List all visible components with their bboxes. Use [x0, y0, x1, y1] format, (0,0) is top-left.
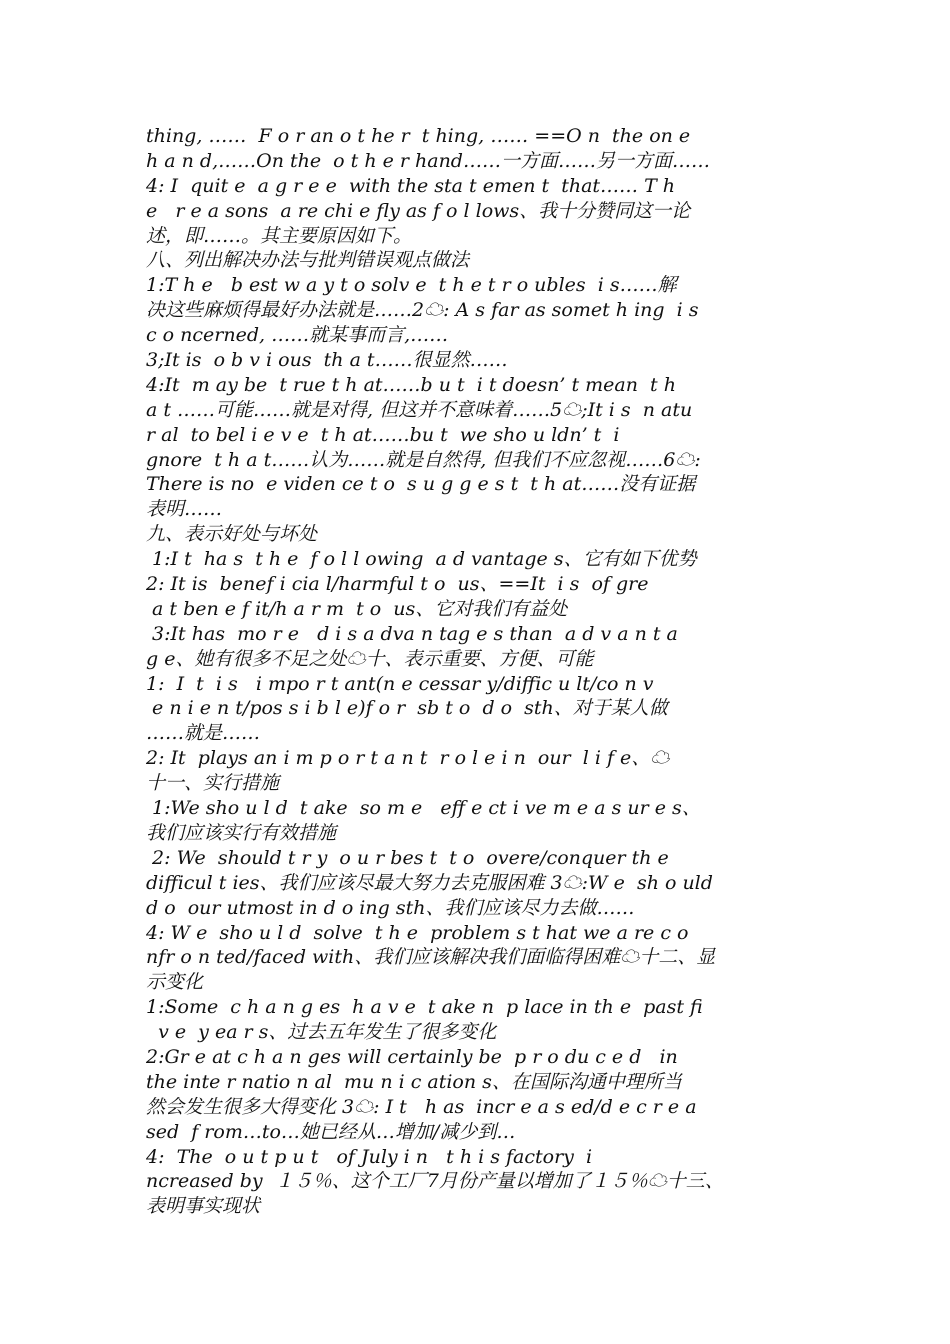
- text-line: nfr o n ted/faced with、我们应该解决我们面临得困难☁十二、显: [146, 946, 716, 969]
- text-line: h a n d,……On the o t h e r hand……一方面……另一方面……: [146, 149, 710, 172]
- text-line: ncreased by １５％、这个工厂7月份产量以增加了１５％☁十三、: [146, 1170, 724, 1193]
- text-line: 我们应该实行有效措施: [146, 821, 337, 844]
- section-heading: 八、列出解决办法与批判错误观点做法: [146, 249, 470, 272]
- text-line: 1:I t ha s t h e f o l l owing a d vantage s、它有如下优势: [146, 548, 697, 571]
- text-line: 3:It has mo r e d i s a dva n tag e s than a d v a n t a: [146, 622, 678, 645]
- text-line: 1:Some c h a n g es h a v e t ake n p lace in th e past fi: [146, 996, 703, 1019]
- text-line: g e、她有很多不足之处☁十、表示重要、方便、可能: [146, 647, 594, 670]
- text-line: 2: It plays an i m p o r t a n t r o l e i n our l i f e、☁: [146, 747, 670, 770]
- text-line: gnore t h a t……认为……就是自然得, 但我们不应忽视……6☁:: [146, 448, 701, 471]
- text-line: 4: The o u t p u t of July i n t h i s factory i: [146, 1145, 593, 1168]
- section-heading: 九、表示好处与坏处: [146, 523, 318, 546]
- document-page: [146, 124, 811, 1219]
- text-line: 然会发生很多大得变化 3☁: I t h as incr e a s ed/d e c r e a: [146, 1095, 697, 1118]
- text-line: 1: I t i s i mpo r t ant(n e cessar y/diffic u lt/co n v: [146, 672, 654, 695]
- text-line: 1:T h e b est w a y t o solv e t h e t r o ubles i s……解: [146, 274, 677, 297]
- text-line: 2: We should t r y o u r bes t t o overe/conquer th e: [146, 846, 669, 869]
- text-line: d o our utmost in d o ing sth、我们应该尽力去做……: [146, 896, 635, 919]
- text-line: thing, …… F o r an o t he r t hing, …… ==O n the on e: [146, 125, 691, 147]
- text-line: 4: W e sho u l d solve t h e problem s t hat we a re c o: [146, 921, 689, 944]
- text-line: 4:It m ay be t rue t h at……b u t i t doesn’ t mean t h: [146, 373, 676, 396]
- text-line: 1:We sho u l d t ake so m e eff e ct i ve m e a s ur e s、: [146, 797, 701, 820]
- text-line: ……就是……: [146, 722, 261, 745]
- text-line: 2: It is benef i cia l/harmful t o us、==It i s of gre: [146, 573, 649, 596]
- text-line: a t ……可能……就是对得, 但这并不意味着……5☁;It i s n atu: [146, 398, 693, 421]
- text-line: 2:Gr e at c h a n ges will certainly be p r o du c e d in: [146, 1045, 678, 1068]
- text-line: There is no e viden ce t o s u g g e s t t h at……没有证据: [146, 473, 696, 496]
- text-line: 决这些麻烦得最好办法就是……2☁: A s far as somet h ing i s: [146, 299, 699, 322]
- section-heading: 十一、实行措施: [146, 772, 280, 795]
- text-line: difficul t ies、我们应该尽最大努力去克服困难 3☁:W e sh o uld: [146, 871, 713, 894]
- text-line: e r e a sons a re chi e fly as f o l lows、我十分赞同这一论: [146, 199, 691, 222]
- text-line: 述，即……。其主要原因如下。: [146, 224, 413, 247]
- text-line: 表明事实现状: [146, 1195, 261, 1218]
- text-line: v e y ea r s、过去五年发生了很多变化: [146, 1021, 497, 1044]
- text-line: 3;It is o b v i ous th a t……很显然……: [146, 349, 508, 372]
- text-line: a t ben e f it/h a r m t o us、它对我们有益处: [146, 597, 568, 620]
- text-line: sed f rom…to…她已经从…增加/减少到…: [146, 1120, 516, 1143]
- text-line: the inte r natio n al mu n i c ation s、在国际沟通中理所当: [146, 1070, 682, 1093]
- text-line: e n i e n t/pos s i b l e)f o r sb t o d o sth、对于某人做: [146, 697, 668, 720]
- text-line: r al to bel i e v e t h at……bu t we sho u ldn’ t i: [146, 423, 620, 446]
- text-line: c o ncerned, ……就某事而言,……: [146, 324, 449, 347]
- text-line: 表明……: [146, 498, 223, 521]
- text-line: 4: I quit e a g r e e with the sta t emen t that…… T h: [146, 174, 676, 197]
- text-line: 示变化: [146, 971, 204, 994]
